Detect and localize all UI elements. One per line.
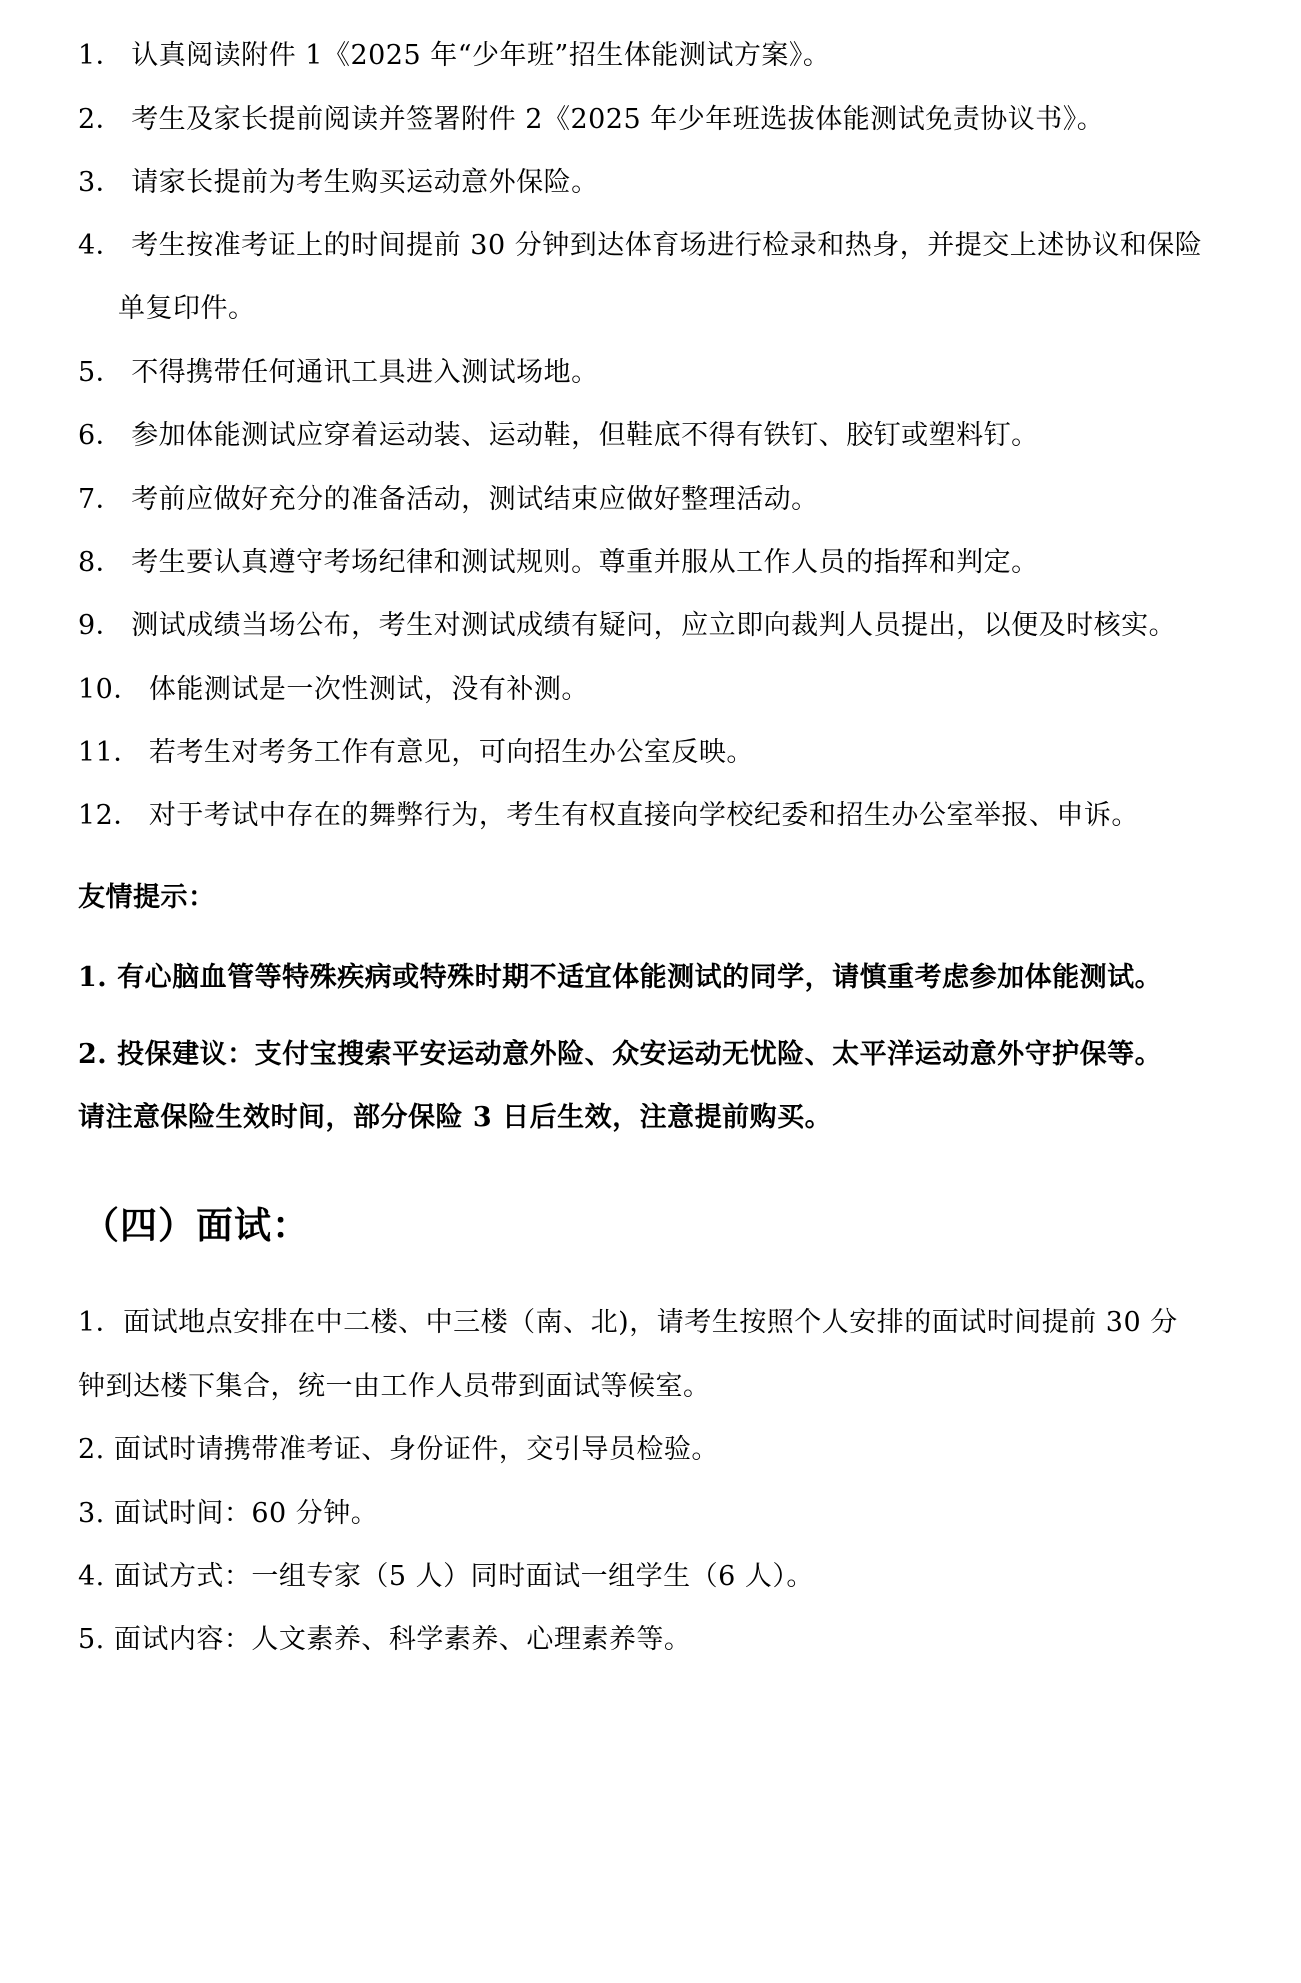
interview-line: 4. 面试方式：一组专家（5 人）同时面试一组学生（6 人）。 — [78, 1561, 814, 1592]
rule-text: 认真阅读附件 1《2025 年“少年班”招生体能测试方案》。 — [131, 40, 831, 71]
rule-text: 考生及家长提前阅读并签署附件 2《2025 年少年班选拔体能测试免责协议书》。 — [131, 104, 1105, 135]
rule-number: 8． — [78, 547, 124, 578]
rule-item — [78, 102, 1238, 138]
rule-text: 体能测试是一次性测试，没有补测。 — [148, 674, 589, 705]
rule-item — [78, 798, 1238, 834]
rule-item — [78, 482, 1238, 518]
rule-item — [78, 228, 1238, 264]
rule-item — [78, 418, 1238, 454]
rule-number: 9． — [78, 610, 124, 641]
rule-text: 考生按准考证上的时间提前 30 分钟到达体育场进行检录和热身，并提交上述协议和保险 — [131, 230, 1203, 261]
rule-item — [78, 672, 1238, 708]
rule-text: 单复印件。 — [118, 293, 256, 324]
rule-item — [78, 545, 1238, 581]
rule-text: 若考生对考务工作有意见，可向招生办公室反映。 — [148, 737, 754, 768]
rule-number: 4． — [78, 230, 124, 261]
rule-text: 不得携带任何通讯工具进入测试场地。 — [131, 357, 599, 388]
rule-number: 5． — [78, 357, 124, 388]
rule-text: 对于考试中存在的舞弊行为，考生有权直接向学校纪委和招生办公室举报、申诉。 — [148, 800, 1139, 831]
rule-item — [78, 38, 1238, 74]
interview-line: 2. 面试时请携带准考证、身份证件，交引导员检验。 — [78, 1434, 719, 1465]
rule-number: 3． — [78, 167, 124, 198]
rule-number: 7． — [78, 484, 124, 515]
rule-number: 2． — [78, 104, 124, 135]
rule-text: 参加体能测试应穿着运动装、运动鞋，但鞋底不得有铁钉、胶钉或塑料钉。 — [131, 420, 1039, 451]
rule-item — [78, 735, 1238, 771]
rule-item — [78, 355, 1238, 391]
rule-text: 考前应做好充分的准备活动，测试结束应做好整理活动。 — [131, 484, 819, 515]
rule-number: 6． — [78, 420, 124, 451]
tip-line: 2. 投保建议：支付宝搜索平安运动意外险、众安运动无忧险、太平洋运动意外守护保等。 — [78, 1039, 1163, 1070]
rule-number: 11． — [78, 737, 141, 768]
tips-title: 友情提示： — [78, 882, 216, 913]
rule-number: 1． — [78, 40, 124, 71]
interview-line: 5. 面试内容：人文素养、科学素养、心理素养等。 — [78, 1624, 692, 1655]
rule-text: 请家长提前为考生购买运动意外保险。 — [131, 167, 599, 198]
tip-line: 请注意保险生效时间，部分保险 3 日后生效，注意提前购买。 — [78, 1102, 833, 1133]
rule-item — [78, 608, 1238, 644]
rule-number: 12． — [78, 800, 141, 831]
rule-item-continuation — [118, 291, 1278, 327]
rule-item — [78, 165, 1238, 201]
interview-line: 钟到达楼下集合，统一由工作人员带到面试等候室。 — [78, 1371, 711, 1402]
rule-text: 测试成绩当场公布，考生对测试成绩有疑问，应立即向裁判人员提出，以便及时核实。 — [131, 610, 1177, 641]
rule-number: 10． — [78, 674, 141, 705]
interview-line: 3. 面试时间：60 分钟。 — [78, 1498, 379, 1529]
rule-text: 考生要认真遵守考场纪律和测试规则。尊重并服从工作人员的指挥和判定。 — [131, 547, 1039, 578]
interview-line: 1．面试地点安排在中二楼、中三楼（南、北)，请考生按照个人安排的面试时间提前 30 分 — [78, 1307, 1178, 1338]
section-heading-interview: （四）面试： — [82, 1203, 310, 1247]
tip-line: 1. 有心脑血管等特殊疾病或特殊时期不适宜体能测试的同学，请慎重考虑参加体能测试。 — [78, 962, 1163, 993]
